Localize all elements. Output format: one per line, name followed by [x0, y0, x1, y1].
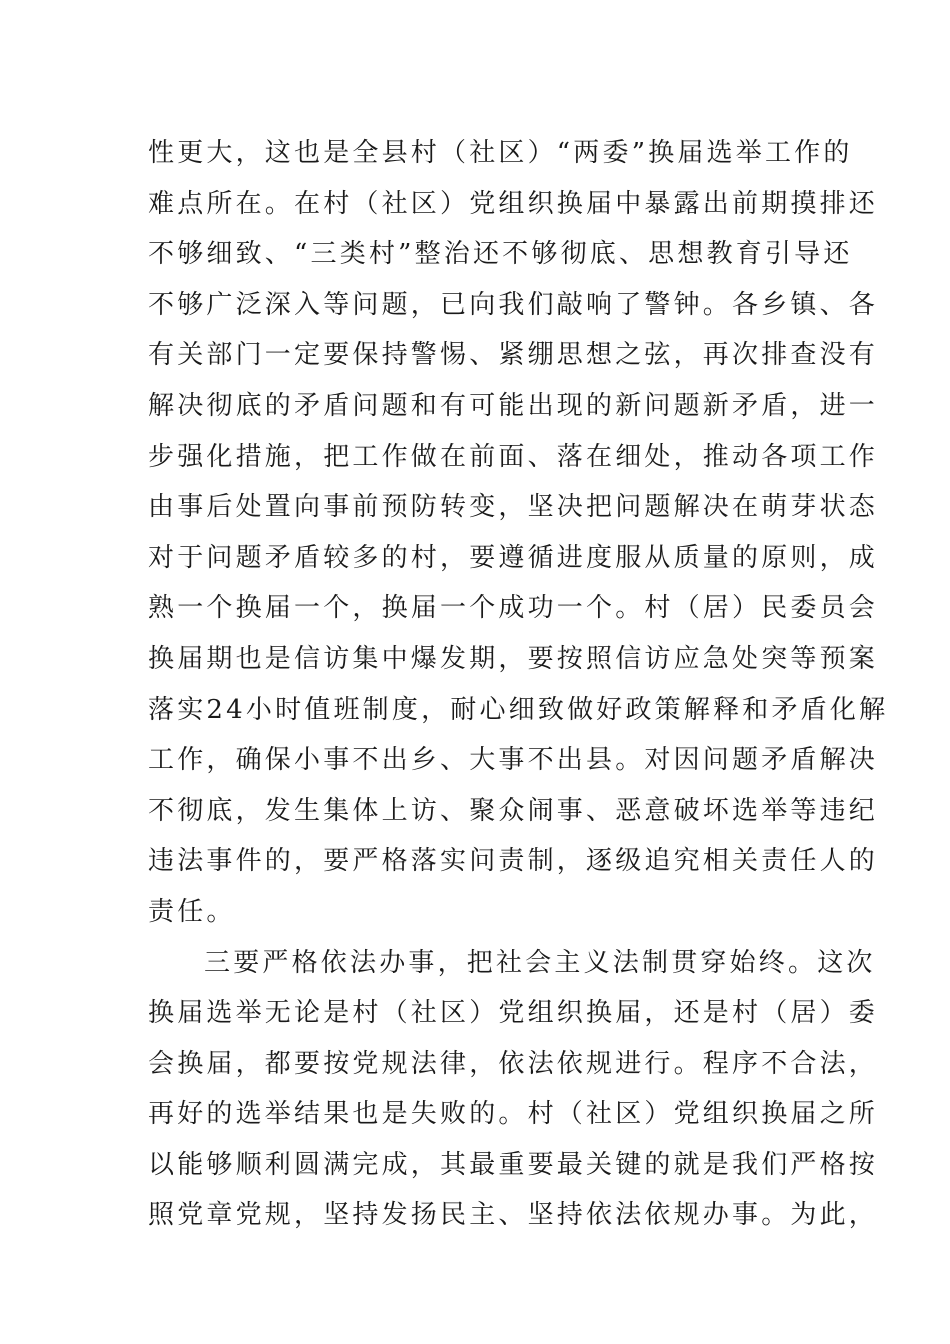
text-line: 解决彻底的矛盾问题和有可能出现的新问题新矛盾，进一 [148, 390, 879, 421]
text-line: 对于问题矛盾较多的村，要遵循进度服从质量的原则，成 [148, 542, 879, 573]
text-line: 不彻底，发生集体上访、聚众闹事、恶意破坏选举等违纪 [148, 795, 879, 826]
text-line: 工作，确保小事不出乡、大事不出县。对因问题矛盾解决 [148, 745, 879, 776]
text-line: 换届选举无论是村（社区）党组织换届，还是村（居）委 [148, 998, 879, 1029]
text-line: 熟一个换届一个，换届一个成功一个。村（居）民委员会 [148, 593, 879, 624]
paragraph-2 [148, 938, 879, 1242]
paragraph-1 [148, 128, 889, 938]
text-line: 照党章党规，坚持发扬民主、坚持依法依规办事。为此， [148, 1200, 879, 1231]
body-text [148, 128, 889, 1241]
text-line: 责任。 [148, 896, 236, 927]
text-line: 三要严格依法办事，把社会主义法制贯穿始终。这次 [204, 947, 876, 978]
text-line: 落实24小时值班制度，耐心细致做好政策解释和矛盾化解 [148, 694, 889, 725]
text-line: 步强化措施，把工作做在前面、落在细处，推动各项工作 [148, 441, 879, 472]
text-line: 以能够顺利圆满完成，其最重要最关键的就是我们严格按 [148, 1149, 879, 1180]
text-line: 换届期也是信访集中爆发期，要按照信访应急处突等预案 [148, 643, 879, 674]
text-line: 不够广泛深入等问题，已向我们敲响了警钟。各乡镇、各 [148, 289, 879, 320]
text-line: 性更大，这也是全县村（社区）“两委”换届选举工作的 [148, 138, 853, 168]
text-line: 不够细致、“三类村”整治还不够彻底、思想教育引导还 [148, 239, 853, 270]
text-line: 难点所在。在村（社区）党组织换届中暴露出前期摸排还 [148, 188, 879, 219]
text-line: 再好的选举结果也是失败的。村（社区）党组织换届之所 [148, 1099, 879, 1130]
text-line: 有关部门一定要保持警惕、紧绷思想之弦，再次排查没有 [148, 340, 879, 371]
text-line: 违法事件的，要严格落实问责制，逐级追究相关责任人的 [148, 846, 879, 877]
text-line: 由事后处置向事前预防转变，坚决把问题解决在萌芽状态 [148, 492, 879, 523]
text-line: 会换届，都要按党规法律，依法依规进行。程序不合法， [148, 1048, 879, 1079]
